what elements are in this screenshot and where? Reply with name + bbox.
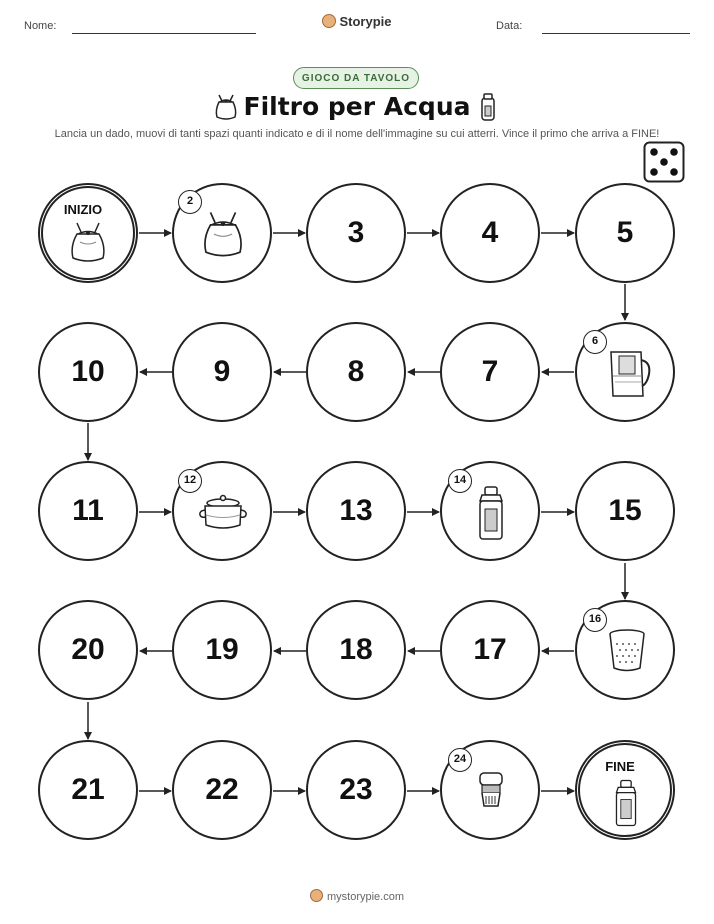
space-number: 17: [473, 633, 507, 666]
board-space-15: [575, 461, 675, 561]
footer: [0, 889, 714, 903]
space-number-badge: 2: [178, 190, 202, 214]
space-number: 18: [339, 633, 373, 666]
board-space-19: [172, 600, 272, 700]
filter-bottle-icon: [613, 778, 639, 828]
board-space-10: [38, 322, 138, 422]
finish-label: FINE: [605, 759, 635, 774]
space-number-badge: 24: [448, 748, 472, 772]
board-space-18: [306, 600, 406, 700]
space-number-badge: 14: [448, 469, 472, 493]
footer-site[interactable]: mystorypie.com: [326, 891, 405, 903]
name-label: Nome:: [24, 20, 57, 32]
board-space-21: [38, 740, 138, 840]
space-number: 13: [339, 494, 373, 527]
board-space-22: [172, 740, 272, 840]
space-number: 10: [71, 355, 105, 388]
board-space-23: [306, 740, 406, 840]
brand-name: Storypie: [339, 14, 392, 29]
board-space-5: [575, 183, 675, 283]
game-tag: GIOCO DA TAVOLO: [293, 67, 419, 89]
space-number: 20: [71, 633, 105, 666]
board-space-11: [38, 461, 138, 561]
pot-icon: [198, 493, 248, 533]
space-number: 23: [339, 773, 373, 806]
space-number: 8: [347, 355, 365, 388]
date-label: Data:: [496, 20, 523, 32]
instructions: Lancia un dado, muovi di tanti spazi quanti indicato e di il nome dell'immagine su cui atterri. Vince il primo che arriva a FINE!: [54, 128, 660, 140]
space-number: 3: [347, 216, 365, 249]
faucet-filter-icon: [476, 770, 506, 814]
board-space-13: [306, 461, 406, 561]
space-number: 15: [608, 494, 642, 527]
space-number: 5: [616, 216, 634, 249]
pouch-icon: [200, 209, 246, 259]
filter-cup-icon: [607, 628, 647, 674]
board-space-8: [306, 322, 406, 422]
filter-bottle-icon: [476, 485, 506, 541]
board-space-7: [440, 322, 540, 422]
space-number: 19: [205, 633, 239, 666]
board-space-start: [38, 183, 138, 283]
space-number: 21: [71, 773, 105, 806]
space-number: 22: [205, 773, 239, 806]
space-number-badge: 12: [178, 469, 202, 493]
filter-pitcher-icon: [605, 348, 653, 400]
storypie-logo-icon: [310, 889, 323, 902]
board-space-3: [306, 183, 406, 283]
board-space-17: [440, 600, 540, 700]
pouch-icon: [68, 220, 108, 264]
space-number: 7: [481, 355, 499, 388]
start-label: INIZIO: [63, 202, 103, 217]
board-space-finish: [575, 740, 675, 840]
space-number-badge: 16: [583, 608, 607, 632]
page-title: Filtro per Acqua: [243, 92, 471, 121]
board-space-4: [440, 183, 540, 283]
space-number: 11: [72, 494, 104, 527]
space-number-badge: 6: [583, 330, 607, 354]
space-number: 4: [481, 216, 499, 249]
board-space-20: [38, 600, 138, 700]
board-space-9: [172, 322, 272, 422]
space-number: 9: [213, 355, 231, 388]
